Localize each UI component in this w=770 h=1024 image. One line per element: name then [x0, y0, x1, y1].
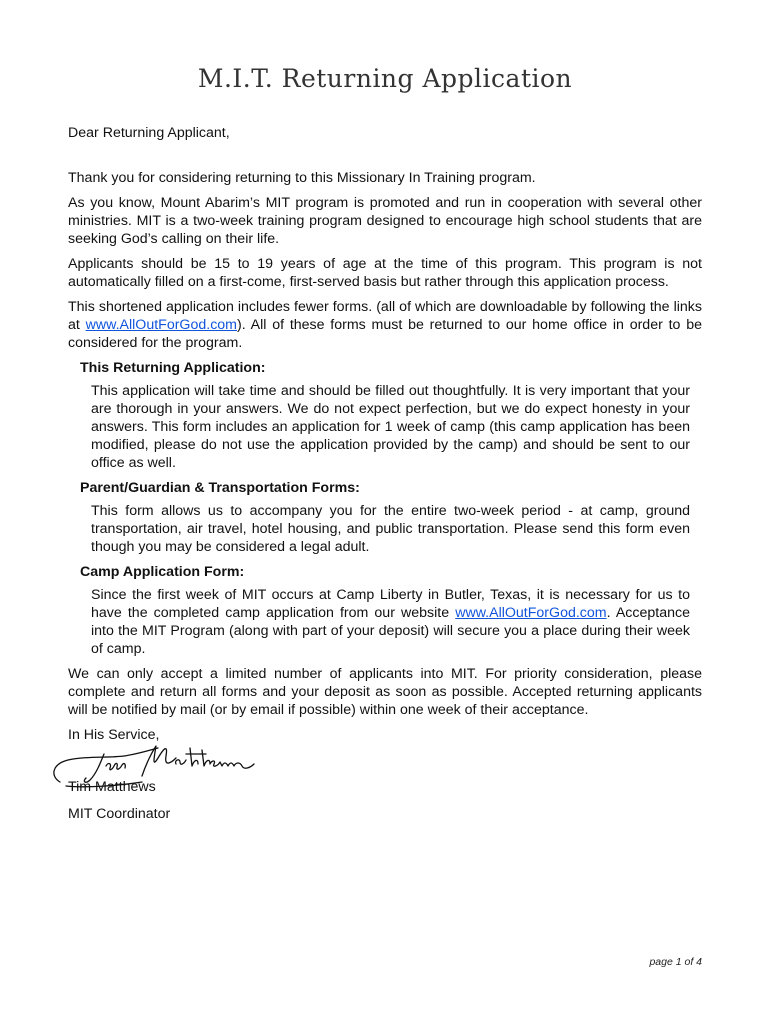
paragraph-age: Applicants should be 15 to 19 years of age at the time of this program. This program is not automatically filled on a first-come, first-served basis but rather through this application process.	[68, 256, 702, 290]
section-heading-parent: Parent/Guardian & Transportation Forms:	[80, 480, 360, 496]
section-heading-returning: This Returning Application:	[80, 360, 266, 376]
camp-text-after: . Acceptance into the MIT Program (along with part of your deposit) will secure you a place during their week of camp.	[91, 605, 690, 657]
signer-role: MIT Coordinator	[68, 806, 171, 822]
section-body-returning: This application will take time and should be filled out thoughtfully. It is very important that your are thorough in your answers. We do not expect perfection, but we do expect honesty in your answers. This form includes an application for 1 week of camp (this camp application has been modified, please do not use the application provided by the camp) and should be sent to our office as well.	[91, 383, 690, 471]
section-body-parent: This form allows us to accompany you for the entire two-week period - at camp, ground transportation, air travel, hotel housing, and public transportation. Please send this form even though you may be considered a legal adult.	[91, 503, 690, 555]
camp-website-link[interactable]: www.AllOutForGod.com	[455, 605, 607, 621]
section-heading-camp: Camp Application Form:	[80, 564, 245, 580]
camp-text-before: Since the first week of MIT occurs at Camp Liberty in Butler, Texas, it is necessary for us to have the completed camp application from our website	[91, 587, 690, 621]
signer-name: Tim Matthews	[68, 779, 156, 795]
handwritten-signature-icon	[46, 736, 276, 792]
paragraph-closing: We can only accept a limited number of applicants into MIT. For priority consideration, please complete and return all forms and your deposit as soon as possible. Accepted returning applicants will be notified by mail (or by email if possible) within one week of their acceptance.	[68, 666, 702, 718]
paragraph-forms	[68, 298, 702, 352]
forms-text-after: ). All of these forms must be returned to our home office in order to be considered for the program.	[68, 317, 702, 351]
letter-body	[68, 124, 702, 823]
website-link[interactable]: www.AllOutForGod.com	[85, 317, 237, 333]
sign-off: In His Service,	[68, 727, 160, 743]
salutation: Dear Returning Applicant,	[68, 125, 230, 141]
paragraph-thanks: Thank you for considering returning to this Missionary In Training program.	[68, 170, 536, 186]
page-title: M.I.T. Returning Application	[197, 64, 573, 93]
section-body-camp	[91, 586, 690, 658]
page-number: page 1 of 4	[649, 956, 702, 968]
forms-text-before: This shortened application includes fewer forms. (all of which are downloadable by following the links at	[68, 299, 702, 333]
signature-area	[68, 744, 702, 778]
paragraph-about: As you know, Mount Abarim’s MIT program is promoted and run in cooperation with several other ministries. MIT is a two-week training program designed to encourage high school students that are seeking God’s calling on their life.	[68, 195, 702, 247]
